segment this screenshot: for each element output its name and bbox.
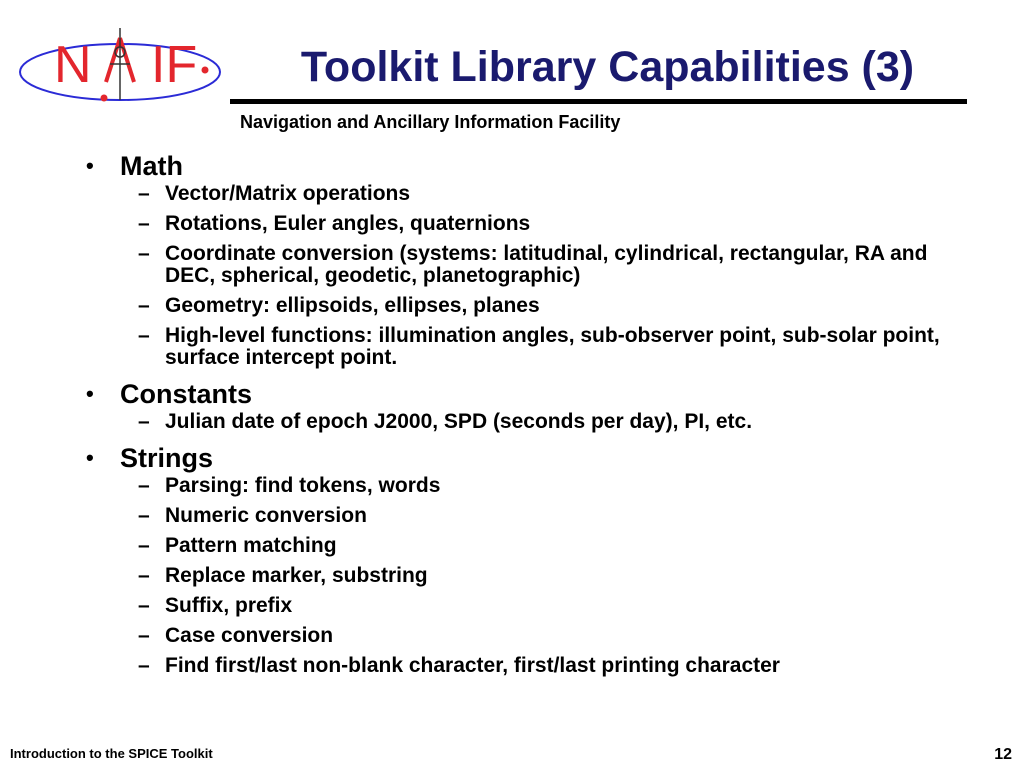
dash-icon: – — [138, 504, 150, 527]
dash-icon: – — [138, 624, 150, 647]
list-item-text: High-level functions: illumination angles, sub-observer point, sub-solar point, surface intercept point. — [165, 324, 940, 369]
bullet-heading — [86, 377, 966, 411]
logo-letters-if: IF — [151, 36, 198, 94]
list-item-text: Find first/last non-blank character, first/last printing character — [165, 654, 780, 677]
list-item-text: Rotations, Euler angles, quaternions — [165, 212, 531, 235]
title-divider — [230, 99, 967, 104]
dash-icon: – — [138, 534, 150, 557]
dash-icon: – — [138, 182, 150, 205]
list-item-text: Vector/Matrix operations — [165, 182, 411, 205]
bullet-icon: • — [86, 153, 94, 178]
bullet-heading-text: Constants — [120, 379, 253, 409]
list-item — [86, 625, 966, 647]
page-subtitle: Navigation and Ancillary Information Facility — [240, 112, 621, 132]
dash-icon: – — [138, 564, 150, 587]
list-item-text: Pattern matching — [165, 534, 337, 557]
dash-icon: – — [138, 212, 150, 235]
page-number: 12 — [994, 746, 1012, 763]
list-item-text: Parsing: find tokens, words — [165, 474, 441, 497]
list-item — [86, 475, 966, 497]
section-strings — [86, 441, 966, 677]
bullet-icon: • — [86, 381, 94, 406]
sub-list — [86, 411, 966, 433]
page-title: Toolkit Library Capabilities (3) — [300, 43, 915, 91]
bullet-heading — [86, 149, 966, 183]
naif-logo-graphic — [18, 24, 228, 106]
list-item — [86, 183, 966, 205]
naif-logo — [18, 24, 228, 106]
list-item — [86, 243, 966, 287]
dash-icon: – — [138, 654, 150, 677]
bullet-heading — [86, 441, 966, 475]
logo-letter-n: N — [54, 36, 92, 94]
bullet-heading-text: Math — [120, 151, 183, 181]
list-item-text: Julian date of epoch J2000, SPD (seconds per day), PI, etc. — [165, 410, 753, 433]
dash-icon: – — [138, 594, 150, 617]
dash-icon: – — [138, 474, 150, 497]
list-item-text: Coordinate conversion (systems: latitudinal, cylindrical, rectangular, RA and DEC, spherical, geodetic, planetographic) — [165, 242, 928, 287]
list-item — [86, 505, 966, 527]
bullet-heading-text: Strings — [120, 443, 214, 473]
list-item-text: Geometry: ellipsoids, ellipses, planes — [165, 294, 540, 317]
list-item-text: Numeric conversion — [165, 504, 367, 527]
list-item — [86, 535, 966, 557]
footer-caption: Introduction to the SPICE Toolkit — [10, 746, 213, 761]
list-item — [86, 213, 966, 235]
section-constants — [86, 377, 966, 433]
list-item — [86, 325, 966, 369]
list-item-text: Suffix, prefix — [165, 594, 293, 617]
dash-icon: – — [138, 410, 150, 433]
list-item-text: Case conversion — [165, 624, 334, 647]
slide-content — [86, 147, 966, 685]
sub-list — [86, 183, 966, 369]
sub-list — [86, 475, 966, 677]
dash-icon: – — [138, 242, 150, 265]
bullet-icon: • — [86, 445, 94, 470]
list-item — [86, 595, 966, 617]
dash-icon: – — [138, 294, 150, 317]
section-math — [86, 149, 966, 369]
list-item-text: Replace marker, substring — [165, 564, 428, 587]
list-item — [86, 411, 966, 433]
dash-icon: – — [138, 324, 150, 347]
list-item — [86, 655, 966, 677]
list-item — [86, 295, 966, 317]
list-item — [86, 565, 966, 587]
